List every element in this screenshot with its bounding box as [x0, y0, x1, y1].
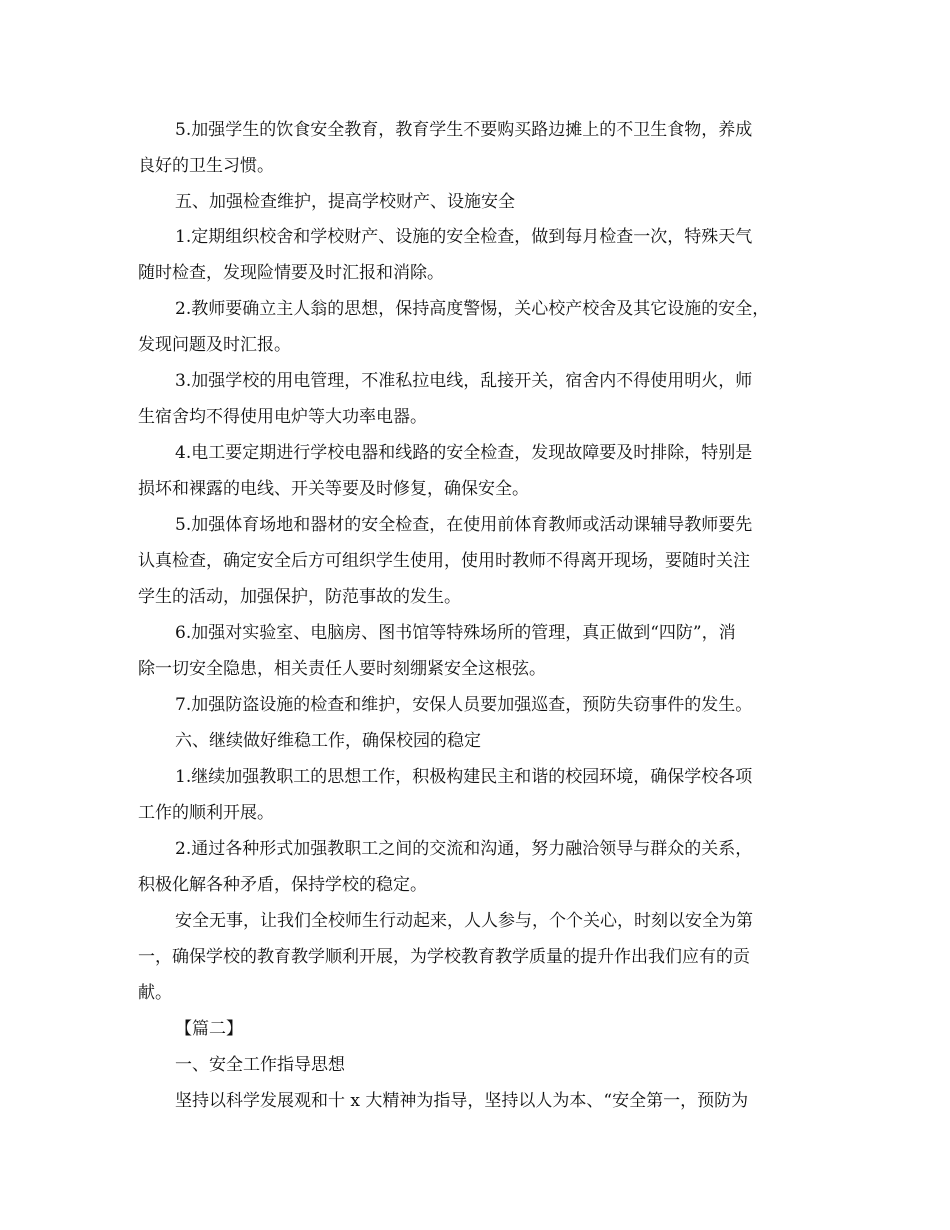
paragraph-line: 良好的卫生习惯。 [138, 156, 274, 176]
paragraph-line: 认真检查，确定安全后方可组织学生使用，使用时教师不得离开现场，要随时关注 [138, 551, 750, 571]
paragraph-line: 生宿舍均不得使用电炉等大功率电器。 [138, 407, 427, 427]
paragraph-line: 3.加强学校的用电管理，不准私拉电线，乱接开关，宿舍内不得使用明火，师 [175, 371, 753, 391]
paragraph-line: 5.加强体育场地和器材的安全检查，在使用前体育教师或活动课辅导教师要先 [175, 515, 753, 535]
paragraph-line: 随时检查，发现险情要及时汇报和消除。 [138, 263, 444, 283]
paragraph-line: 5.加强学生的饮食安全教育，教育学生不要购买路边摊上的不卫生食物，养成 [175, 120, 753, 140]
paragraph-line: 一，确保学校的教育教学顺利开展，为学校教育教学质量的提升作出我们应有的贡 [138, 947, 750, 967]
paragraph-line: 安全无事，让我们全校师生行动起来，人人参与，个个关心，时刻以安全为第 [175, 911, 753, 931]
paragraph-line: 学生的活动，加强保护，防范事故的发生。 [138, 587, 461, 607]
paragraph-line: 损坏和裸露的电线、开关等要及时修复，确保安全。 [138, 479, 529, 499]
section-heading: 一、安全工作指导思想 [175, 1055, 345, 1075]
paragraph-line: 除一切安全隐患，相关责任人要时刻绷紧安全这根弦。 [138, 659, 546, 679]
section-heading: 五、加强检查维护，提高学校财产、设施安全 [175, 192, 515, 212]
paragraph-line: 4.电工要定期进行学校电器和线路的安全检查，发现故障要及时排除，特别是 [175, 443, 753, 463]
paragraph-line: 2.教师要确立主人翁的思想，保持高度警惕，关心校产校舍及其它设施的安全， [175, 299, 770, 319]
paragraph-line: 工作的顺利开展。 [138, 803, 274, 823]
paragraph-line: 6.加强对实验室、电脑房、图书馆等特殊场所的管理，真正做到“四防”，消 [175, 623, 736, 643]
paragraph-line: 2.通过各种形式加强教职工之间的交流和沟通，努力融洽领导与群众的关系， [175, 839, 753, 859]
paragraph-line: 坚持以科学发展观和十 x 大精神为指导，坚持以人为本、“安全第一，预防为 [175, 1091, 749, 1111]
paragraph-line: 积极化解各种矛盾，保持学校的稳定。 [138, 875, 427, 895]
section-heading: 六、继续做好维稳工作，确保校园的稳定 [175, 731, 481, 751]
paragraph-line: 7.加强防盗设施的检查和维护，安保人员要加强巡查，预防失窃事件的发生。 [175, 695, 753, 715]
part-title: 【篇二】 [175, 1019, 243, 1039]
paragraph-line: 献。 [138, 983, 172, 1003]
paragraph-line: 1.继续加强教职工的思想工作，积极构建民主和谐的校园环境，确保学校各项 [175, 767, 753, 787]
paragraph-line: 1.定期组织校舍和学校财产、设施的安全检查，做到每月检查一次，特殊天气 [175, 227, 753, 247]
paragraph-line: 发现问题及时汇报。 [138, 335, 291, 355]
